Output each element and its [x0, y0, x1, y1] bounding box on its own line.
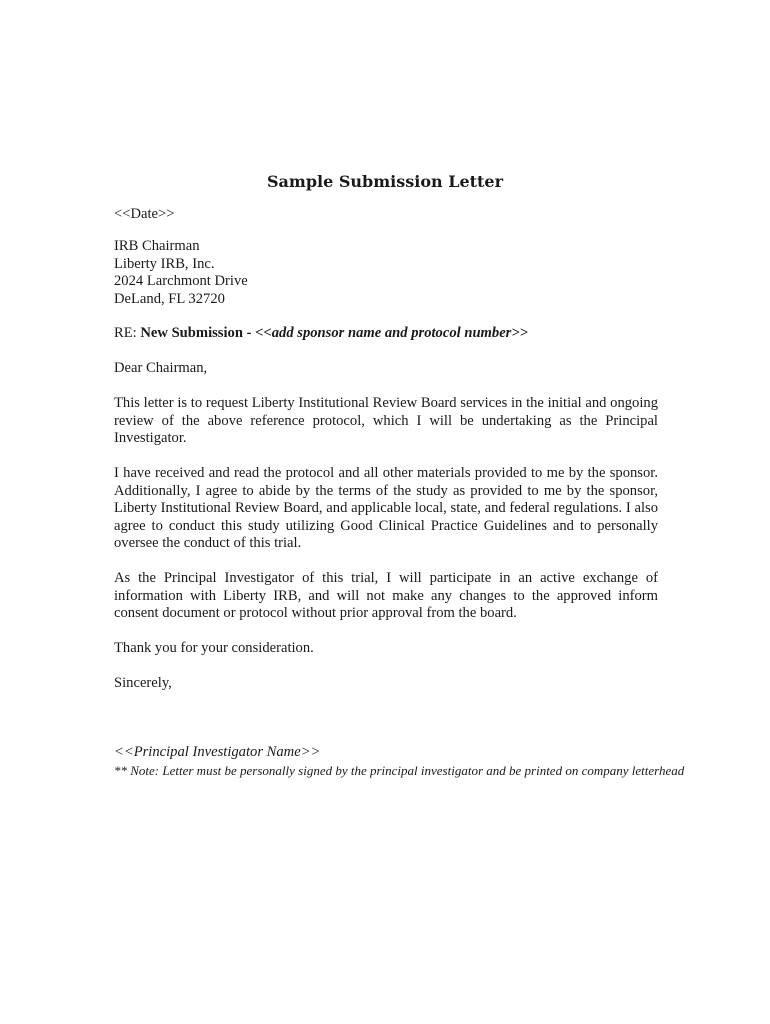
- letter-title: Sample Submission Letter: [266, 172, 504, 191]
- recipient-address: [114, 238, 658, 308]
- thanks-line: Thank you for your consideration.: [114, 640, 314, 656]
- letterhead-note: ** Note: Letter must be personally signed by the principal investigator and be printed on company letterhead: [114, 763, 685, 778]
- re-line: [114, 325, 658, 343]
- signature-placeholder: <<Principal Investigator Name>>: [114, 744, 321, 760]
- recipient-line-1: IRB Chairman: [114, 238, 200, 254]
- salutation: Dear Chairman,: [114, 360, 208, 376]
- closing-line: Sincerely,: [114, 675, 172, 691]
- date-placeholder: <<Date>>: [114, 206, 175, 222]
- re-prefix: RE:: [114, 325, 141, 341]
- paragraph-request: This letter is to request Liberty Institutional Review Board services in the initial and ongoing review of the above reference protocol, which I will be undertaking as the Principal Investigator.: [114, 395, 658, 446]
- recipient-line-2: Liberty IRB, Inc.: [114, 255, 215, 272]
- recipient-line-4: DeLand, FL 32720: [114, 290, 225, 307]
- paragraph-agreement: I have received and read the protocol and all other materials provided to me by the sponsor. Additionally, I agree to abide by the terms of the study as provided to me by the sponsor, Liberty Institutional Review Board, and applicable local, state, and federal regulations. I also agree to conduct this study utilizing Good Clinical Practice Guidelines and to personally oversee the conduct of this trial.: [114, 465, 658, 551]
- re-subject: New Submission -: [140, 325, 256, 341]
- recipient-line-3: 2024 Larchmont Drive: [114, 273, 248, 289]
- paragraph-responsibility: As the Principal Investigator of this trial, I will participate in an active exchange of information with Liberty IRB, and will not make any changes to the approved inform consent document or protocol without prior approval from the board.: [114, 570, 658, 621]
- re-placeholder: <<add sponsor name and protocol number>>: [255, 325, 528, 341]
